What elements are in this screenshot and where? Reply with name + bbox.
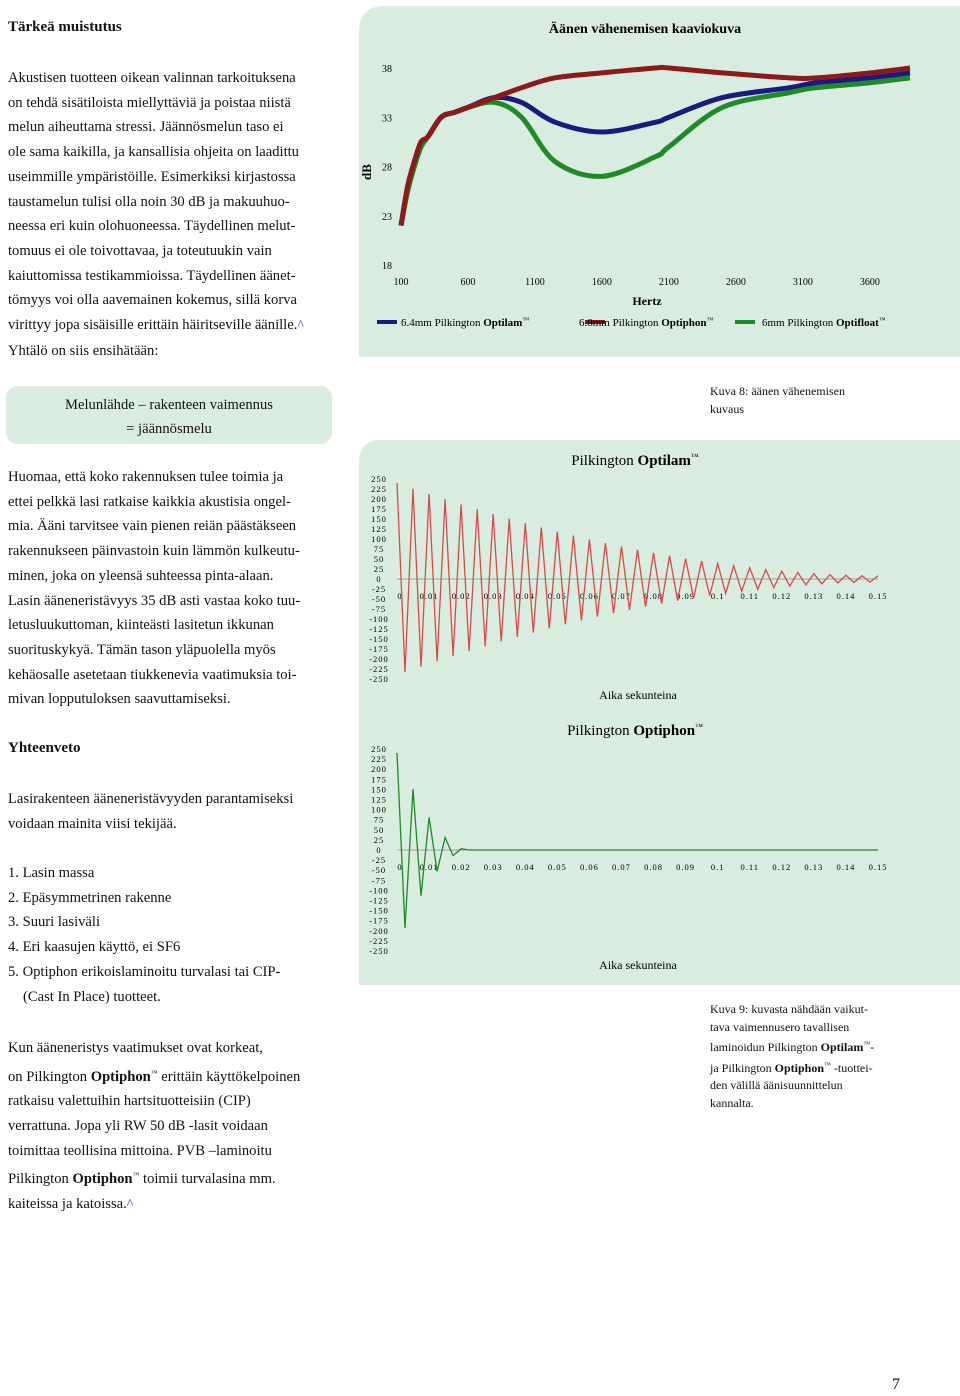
chart1-title: Äänen vähenemisen kaaviokuva: [548, 22, 742, 37]
optiphon-line-3: ratkaisu valettuihin hartsituotteisiin (CIP): [8, 1093, 251, 1110]
summary-paragraph: [8, 787, 348, 836]
chart3-xtick-9: 0.09: [676, 862, 696, 872]
building-line-6: Lasin ääneneristävyys 35 dB asti vastaa koko tuu-: [8, 592, 301, 609]
chart1-ytick-2: 28: [382, 162, 392, 174]
caption-kuva-9-line-5: den välillä äänisuunnittelun: [710, 1078, 843, 1092]
building-line-9: kehäosalle asetetaan tiukkenevia vaatimuksia toi-: [8, 666, 297, 683]
chart2-xtick-7: 0.07: [612, 591, 631, 601]
caret-mark: ^: [297, 318, 304, 334]
page-number: 7: [892, 1376, 900, 1393]
chart3-xtick-5: 0.05: [547, 862, 567, 872]
intro-line-3: melun aiheuttama stressi. Jäännösmelun taso ei: [8, 119, 284, 136]
caption-kuva-9-line-2: tava vaimennusero tavallisen: [710, 1019, 850, 1034]
chart2-ytick-14: -100: [369, 614, 389, 624]
intro-line-1: Akustisen tuotteen oikean valinnan tarkoituksena: [8, 70, 296, 86]
heading-summary: Yhteenveto: [8, 740, 81, 756]
chart1-xlabel: Hertz: [632, 294, 662, 308]
chart3-title: Pilkington Optiphon™: [567, 722, 703, 739]
chart3-ytick-14: -100: [369, 885, 389, 896]
intro-paragraph: [8, 66, 348, 363]
chart3-xtick-4: 0.04: [515, 862, 535, 872]
chart1-xtick-1: 600: [460, 277, 476, 288]
intro-line-11: virittyy jopa sisäisille erittäin häiritseville äänille.^: [8, 317, 304, 334]
chart2-title: Pilkington Optilam™: [571, 452, 699, 469]
building-line-10: mivan lopputuloksen saavuttamiseksi.: [8, 691, 231, 708]
intro-line-2: on tehdä sisätiloista miellyttäviä ja poistaa niistä: [8, 94, 291, 111]
chart1-xtick-6: 3100: [792, 277, 813, 288]
optilam-decay-chart: [355, 437, 960, 717]
chart3-ytick-5: 125: [371, 794, 387, 805]
chart1-legend-label-2: 6mm Pilkington Optifloat™: [762, 316, 886, 329]
optiphon-line-7: kaiteissa ja katoissa.^: [8, 1195, 134, 1212]
chart2-xtick-1: 0.01: [419, 591, 439, 601]
building-line-5: minen, joka on yleensä suhteessa pinta-alaan.: [8, 567, 274, 584]
chart1-xtick-0: 100: [393, 277, 409, 288]
sound-reduction-chart: [355, 2, 960, 357]
caption-kuva-8-line-2: kuvaus: [710, 401, 744, 416]
chart2-xtick-14: 0.14: [836, 591, 856, 601]
chart3-xtick-6: 0.06: [579, 862, 599, 872]
chart3-xtick-14: 0.14: [836, 862, 856, 872]
chart2-ytick-19: -225: [369, 664, 389, 674]
chart3-xtick-8: 0.08: [644, 862, 663, 872]
building-line-3: mia. Ääni tarvitsee vain pienen reiän päästäkseen: [8, 518, 297, 535]
chart3-xtick-12: 0.12: [772, 862, 792, 872]
chart2-xtick-2: 0.02: [451, 591, 471, 601]
optiphon-line-4: verrattuna. Jopa yli RW 50 dB -lasit voidaan: [8, 1117, 268, 1134]
factor-item-1: 1. Lasin massa: [8, 865, 95, 881]
chart1-xtick-2: 1100: [525, 277, 545, 288]
building-line-2: ettei pelkkä lasi ratkaise kaikkia akustisia ongel-: [8, 493, 291, 510]
chart3-ytick-6: 100: [371, 804, 387, 815]
chart3-xtick-13: 0.13: [804, 862, 824, 872]
chart3-ytick-2: 200: [371, 764, 387, 775]
building-line-8: suorituskykyä. Tämän tason yläpuolella myös: [8, 641, 276, 658]
intro-line-8: tomuus ei ole toivottavaa, ja toteutuukin vain: [8, 242, 272, 259]
factor-list: [8, 861, 348, 1009]
caption-kuva-9-line-1: Kuva 9: kuvasta nähdään vaikut-: [710, 1002, 868, 1016]
chart3-ytick-7: 75: [373, 814, 385, 825]
chart2-xtick-6: 0.06: [579, 591, 599, 601]
chart3-ytick-12: -50: [371, 865, 387, 876]
intro-line-6: taustamelun tulisi olla noin 30 dB ja makuuhuo-: [8, 193, 290, 210]
factor-item-6: (Cast In Place) tuotteet.: [23, 988, 161, 1005]
chart2-ytick-10: 0: [376, 574, 382, 584]
chart2-xtick-5: 0.05: [547, 591, 567, 601]
chart1-legend-label-1: 6.8mm Pilkington Optiphon™: [579, 316, 714, 329]
chart2-ytick-1: 225: [371, 484, 387, 494]
chart2-ytick-20: -250: [369, 674, 389, 684]
chart3-ytick-19: -225: [369, 935, 389, 946]
chart3-xtick-1: 0.01: [419, 862, 439, 872]
chart2-ytick-3: 175: [371, 504, 387, 514]
intro-line-12: Yhtälö on siis ensihätään:: [8, 342, 159, 359]
chart3-xtick-7: 0.07: [612, 862, 631, 872]
caption-kuva-9-line-4: ja Pilkington Optiphon™ -tuottei-: [710, 1060, 873, 1075]
chart2-ytick-16: -150: [369, 634, 389, 644]
chart1-xtick-3: 1600: [591, 277, 612, 288]
caption-kuva-9-line-6: kannalta.: [710, 1095, 754, 1110]
chart3-ytick-9: 25: [373, 834, 385, 845]
chart3-xlabel: Aika sekunteina: [599, 958, 677, 972]
building-paragraph: [8, 465, 348, 712]
intro-line-5: useimmille ympäristöille. Esimerkiksi kirjastossa: [8, 168, 296, 185]
chart3-ytick-3: 175: [371, 774, 387, 785]
chart1-ytick-1: 33: [382, 113, 392, 125]
factor-item-4: 4. Eri kaasujen käyttö, ei SF6: [8, 939, 181, 956]
caption-kuva-9-line-3: laminoidun Pilkington Optilam™-: [710, 1040, 875, 1054]
chart2-ytick-2: 200: [371, 494, 387, 504]
chart2-xtick-9: 0.09: [676, 591, 696, 601]
summary-line-2: voidaan mainita viisi tekijää.: [8, 815, 177, 832]
intro-line-9: kaiuttomissa testikammioissa. Täydellinen äänet-: [8, 267, 296, 284]
chart2-xlabel: Aika sekunteina: [599, 688, 677, 702]
formula-line-1: Melunlähde – rakenteen vaimennus: [65, 397, 273, 413]
chart2-xtick-8: 0.08: [644, 591, 663, 601]
factor-item-3: 3. Suuri lasiväli: [8, 914, 101, 931]
chart2-xtick-12: 0.12: [772, 591, 792, 601]
chart3-ytick-20: -250: [369, 946, 389, 956]
intro-line-10: tömyys voi olla aavemainen kokemus, sillä korva: [8, 292, 297, 309]
chart2-ytick-11: -25: [371, 584, 387, 594]
chart2-ytick-6: 100: [371, 534, 387, 544]
chart1-xtick-4: 2100: [658, 277, 679, 288]
formula-box: [6, 386, 332, 444]
chart2-ytick-9: 25: [373, 564, 385, 574]
caption-kuva-8: [710, 383, 845, 418]
chart2-xtick-0: 0: [397, 591, 403, 601]
chart3-ytick-18: -200: [369, 925, 389, 936]
chart3-ytick-11: -25: [371, 855, 387, 866]
summary-line-1: Lasirakenteen ääneneristävyyden parantamiseksi: [8, 791, 294, 807]
chart3-ytick-8: 50: [373, 824, 385, 835]
intro-line-7: neessa eri kuin olohuoneessa. Täydellinen melut-: [8, 218, 296, 235]
caret-mark: ^: [126, 1196, 134, 1212]
chart2-ytick-5: 125: [371, 524, 387, 534]
chart3-ytick-15: -125: [369, 895, 389, 906]
chart3-ytick-1: 225: [371, 754, 387, 765]
building-line-7: letusluukuttoman, kiinteästi lasitetun ikkunan: [8, 617, 274, 634]
chart1-legend-label-0: 6.4mm Pilkington Optilam™: [401, 316, 530, 329]
chart3-xtick-3: 0.03: [483, 862, 503, 872]
factor-item-2: 2. Epäsymmetrinen rakenne: [8, 889, 172, 906]
chart1-xtick-7: 3600: [859, 277, 880, 288]
building-line-1: Huomaa, että koko rakennuksen tulee toimia ja: [8, 469, 284, 485]
chart2-ytick-8: 50: [373, 554, 385, 564]
chart2-xtick-11: 0.11: [740, 591, 760, 601]
chart2-ytick-12: -50: [371, 594, 387, 604]
chart3-ytick-4: 150: [371, 784, 387, 795]
chart2-ytick-0: 250: [371, 474, 387, 484]
optiphon-line-6: Pilkington Optiphon™ toimii turvalasina mm.: [8, 1171, 276, 1188]
chart2-ytick-13: -75: [371, 604, 387, 614]
chart1-ylabel: dB: [359, 164, 374, 180]
chart1-ytick-3: 23: [382, 211, 392, 223]
chart2-ytick-18: -200: [369, 654, 389, 664]
chart3-background: [359, 713, 960, 985]
chart1-ytick-4: 18: [382, 261, 392, 272]
chart3-ytick-17: -175: [369, 915, 389, 926]
optiphon-line-2: on Pilkington Optiphon™ erittäin käyttökelpoinen: [8, 1068, 301, 1085]
chart3-xtick-11: 0.11: [740, 862, 760, 872]
caption-kuva-9: [710, 1001, 874, 1112]
chart3-xtick-2: 0.02: [451, 862, 471, 872]
factor-item-5: 5. Optiphon erikoislaminoitu turvalasi tai CIP-: [8, 963, 281, 980]
chart3-xtick-10: 0.1: [710, 862, 725, 872]
chart2-ytick-17: -175: [369, 644, 389, 654]
chart2-xtick-13: 0.13: [804, 591, 824, 601]
heading-important-note: Tärkeä muistutus: [8, 19, 122, 35]
chart3-ytick-13: -75: [371, 875, 387, 886]
building-line-4: rakennukseen päinvastoin kuin lämmön kulkeutu-: [8, 543, 300, 560]
optiphon-decay-chart: [355, 713, 960, 985]
chart3-xtick-0: 0: [397, 862, 403, 872]
intro-line-4: ole sama kaikilla, ja kansallisia ohjeita on laadittu: [8, 144, 299, 161]
chart2-ytick-15: -125: [369, 624, 389, 634]
chart2-xtick-15: 0.15: [868, 591, 888, 601]
chart3-xtick-15: 0.15: [868, 862, 888, 872]
optiphon-line-1: Kun ääneneristys vaatimukset ovat korkeat,: [8, 1040, 263, 1056]
chart2-xtick-4: 0.04: [515, 591, 535, 601]
optiphon-paragraph: [8, 1036, 348, 1218]
chart2-xtick-3: 0.03: [483, 591, 503, 601]
chart3-ytick-0: 250: [371, 744, 387, 754]
optiphon-line-5: toimittaa teollisina mittoina. PVB –laminoitu: [8, 1142, 272, 1159]
chart3-ytick-10: 0: [376, 845, 382, 855]
caption-kuva-8-line-1: Kuva 8: äänen vähenemisen: [710, 384, 845, 398]
chart3-ytick-16: -150: [369, 905, 389, 916]
chart2-xtick-10: 0.1: [710, 591, 725, 601]
chart1-xtick-5: 2600: [725, 277, 746, 288]
chart2-ytick-7: 75: [373, 544, 385, 554]
chart1-ytick-0: 38: [382, 64, 392, 75]
formula-line-2: = jäännösmelu: [126, 421, 212, 437]
chart2-ytick-4: 150: [371, 514, 387, 524]
